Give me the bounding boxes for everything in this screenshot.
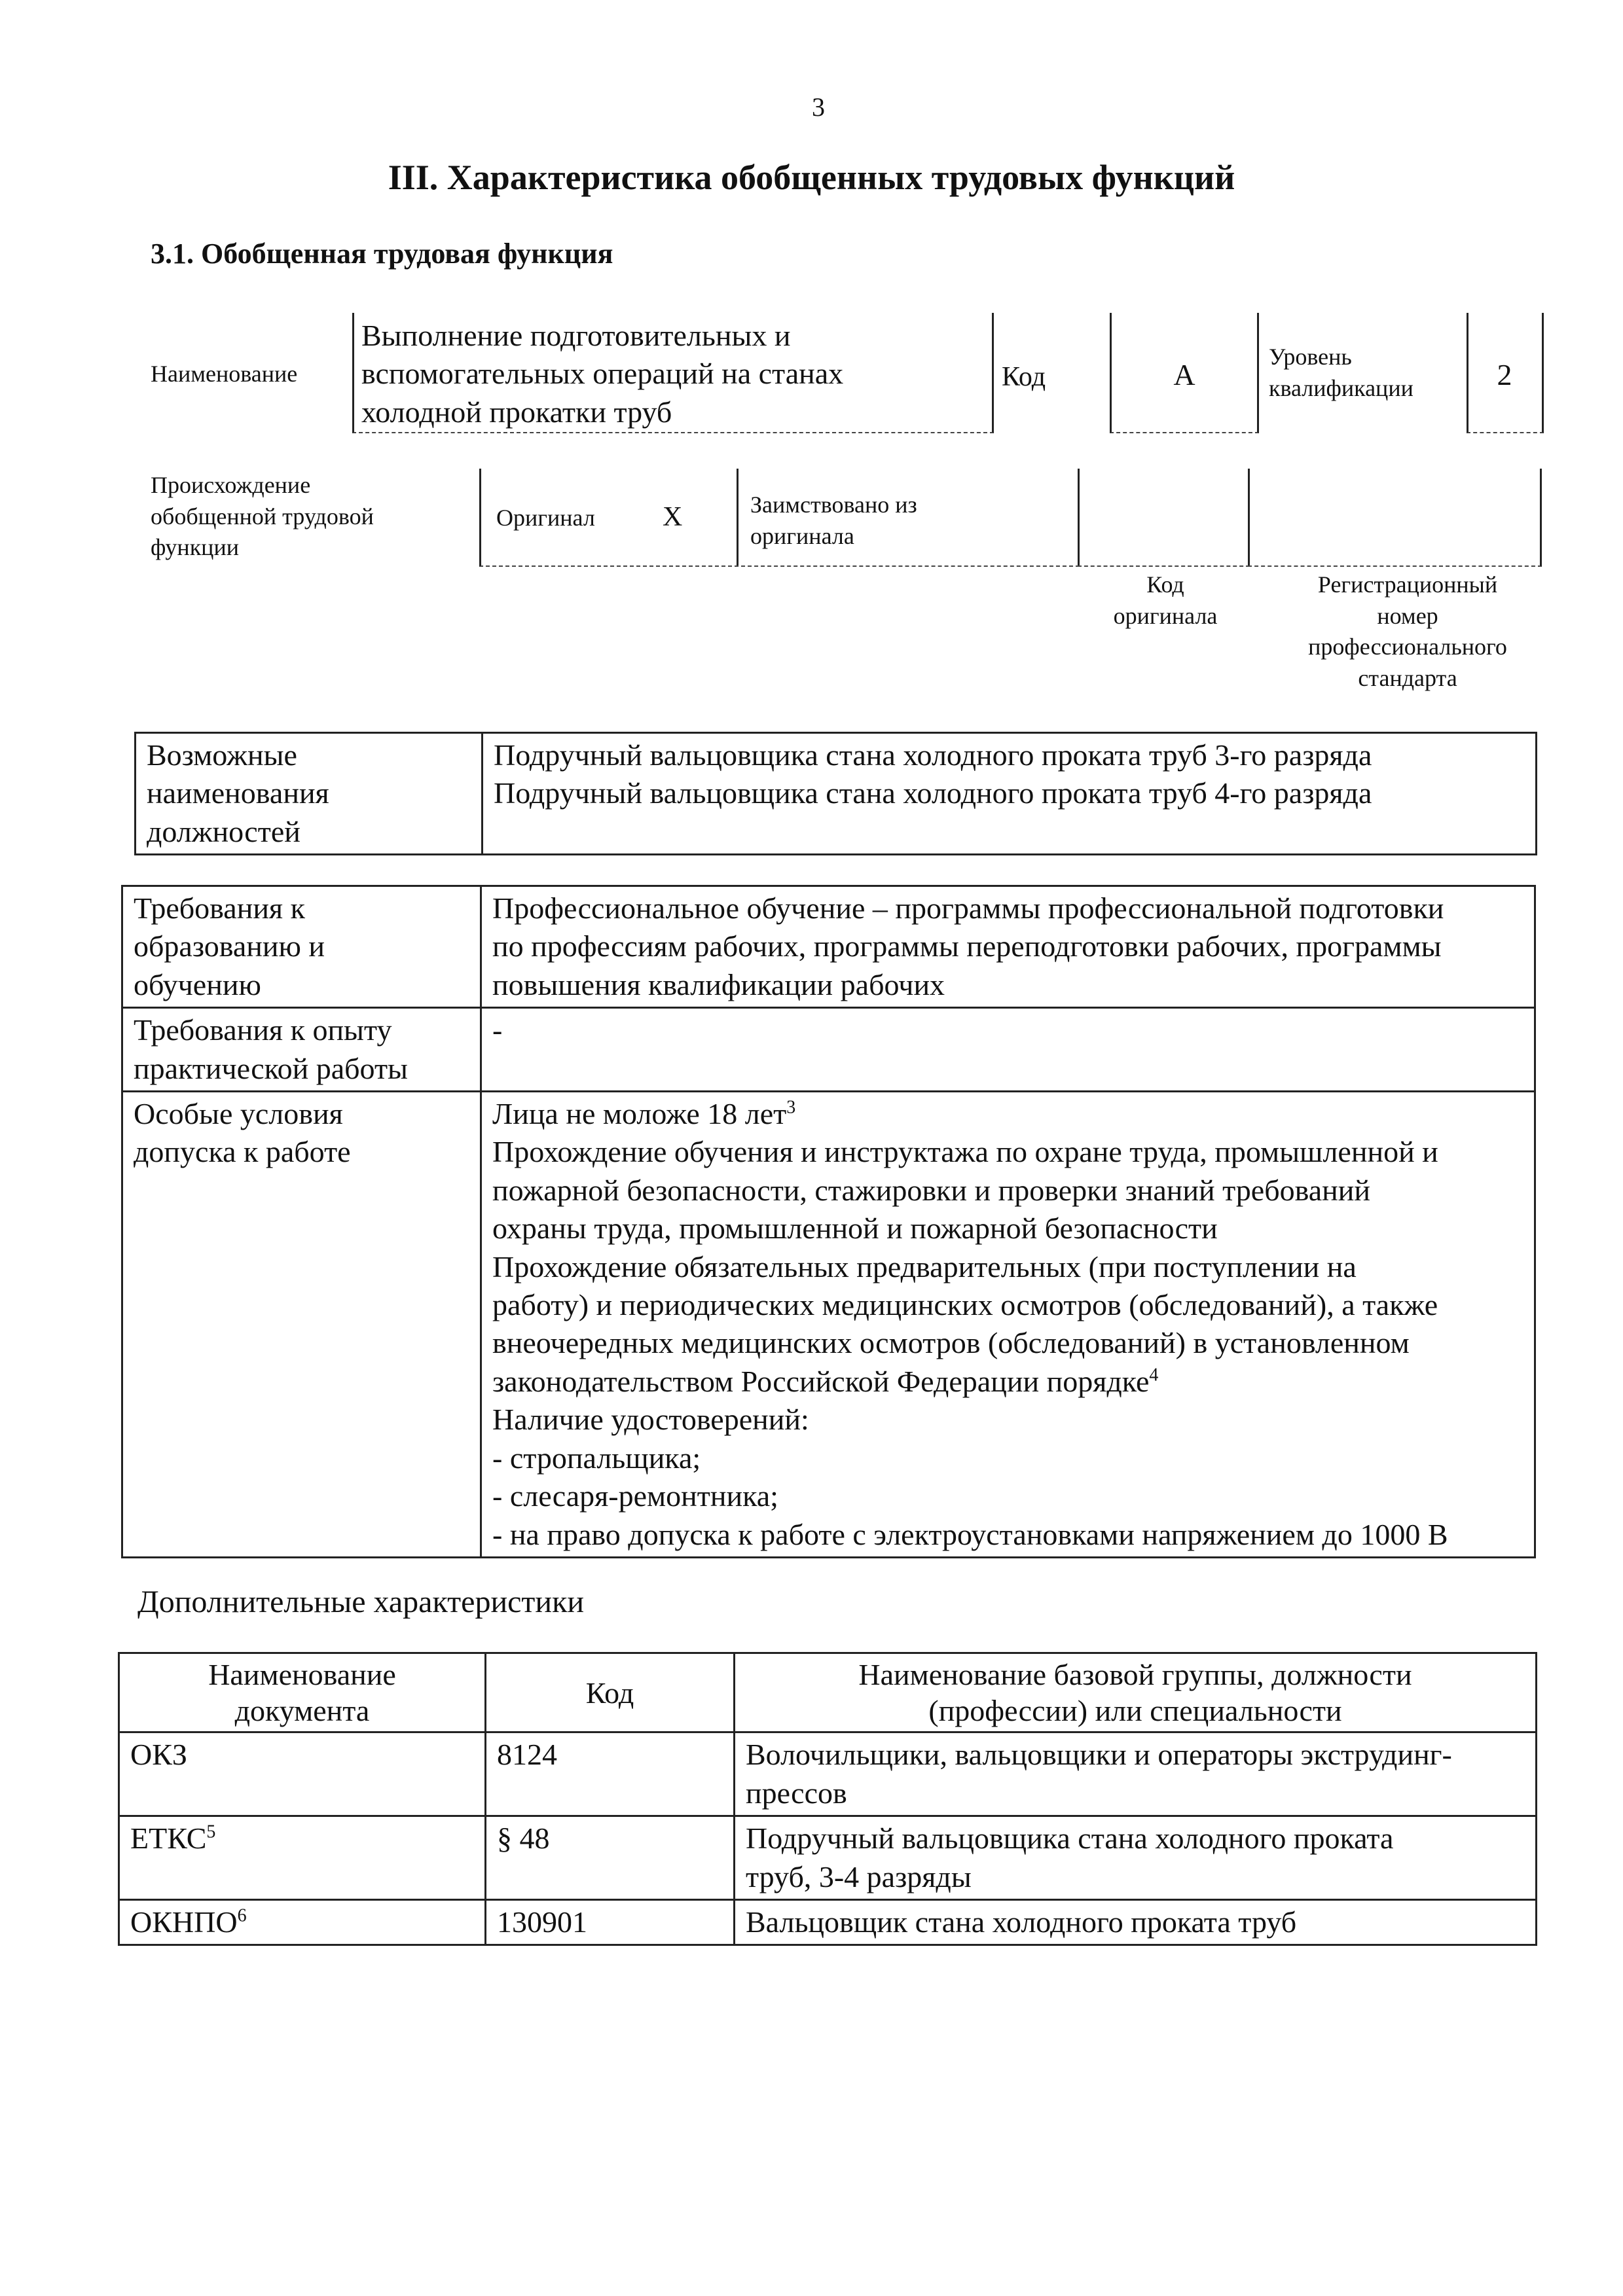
name-cell-line: Подручный вальцовщика стана холодного проката bbox=[746, 1821, 1394, 1856]
column-header bbox=[486, 1653, 735, 1732]
requirements-label-line: обучению bbox=[134, 967, 261, 1001]
function-name-line: Выполнение подготовительных и bbox=[361, 319, 791, 352]
origin-code-caption-line: оригинала bbox=[1113, 602, 1218, 629]
footnote-mark: 5 bbox=[206, 1821, 216, 1842]
function-code-label: Код bbox=[1002, 362, 1046, 392]
function-name-label: Наименование bbox=[151, 361, 298, 387]
requirements-value-line: внеочередных медицинских осмотров (обследований) в установленном bbox=[492, 1326, 1410, 1360]
positions-value-line: Подручный вальцовщика стана холодного проката труб 4-го разряда bbox=[494, 776, 1372, 810]
code-cell: 8124 bbox=[486, 1732, 735, 1816]
doc-cell: ОКНПО$^6$ bbox=[119, 1900, 486, 1945]
requirements-value-line: Наличие удостоверений: bbox=[492, 1403, 809, 1437]
level-value: 2 bbox=[1497, 358, 1512, 391]
positions-value-line: Подручный вальцовщика стана холодного проката труб 3-го разряда bbox=[494, 738, 1372, 772]
column-header-line: Наименование базовой группы, должности bbox=[858, 1658, 1412, 1691]
table-row bbox=[119, 1732, 1537, 1816]
origin-label-line: обобщенной трудовой bbox=[151, 503, 374, 529]
origin-registration-line: номер bbox=[1377, 602, 1438, 629]
requirements-label bbox=[122, 886, 481, 1008]
column-header-line: Наименование bbox=[208, 1658, 396, 1691]
code-cell: § 48 bbox=[486, 1816, 735, 1900]
origin-borrowed-label bbox=[750, 490, 917, 552]
doc-cell: ЕТКС$^5$ bbox=[119, 1816, 486, 1900]
origin-registration-line: профессионального bbox=[1308, 634, 1507, 660]
table-row bbox=[119, 1900, 1537, 1945]
requirements-value bbox=[481, 886, 1535, 1008]
page-number: 3 bbox=[812, 92, 825, 122]
requirements-label bbox=[122, 1008, 481, 1092]
requirements-value-line: Лица не моложе 18 лет$^3$ bbox=[492, 1097, 796, 1131]
code-cell: 130901 bbox=[486, 1900, 735, 1945]
column-header-line: Код bbox=[585, 1676, 634, 1710]
origin-code-caption bbox=[1080, 569, 1250, 632]
name-cell-line: труб, 3-4 разряды bbox=[746, 1859, 972, 1893]
requirements-value-line: - bbox=[492, 1013, 503, 1047]
requirements-value-line: Прохождение обучения и инструктажа по охране труда, промышленной и bbox=[492, 1135, 1438, 1169]
requirements-value-line: работу) и периодических медицинских осмотров (обследований), а также bbox=[492, 1288, 1438, 1322]
origin-label-line: функции bbox=[151, 534, 239, 561]
origin-registration-box bbox=[1248, 469, 1542, 567]
requirements-label-line: Требования к bbox=[134, 891, 305, 925]
requirements-value bbox=[481, 1092, 1535, 1558]
requirements-label-line: практической работы bbox=[134, 1051, 408, 1085]
positions-label bbox=[136, 733, 483, 855]
additional-title: Дополнительные характеристики bbox=[137, 1585, 585, 1619]
positions-value bbox=[483, 733, 1537, 855]
name-cell bbox=[735, 1900, 1537, 1945]
table-row bbox=[136, 733, 1537, 855]
origin-borrowed-line: оригинала bbox=[750, 522, 854, 549]
origin-registration-caption bbox=[1270, 569, 1545, 694]
requirements-value-line: Профессиональное обучение – программы профессиональной подготовки bbox=[492, 891, 1444, 925]
table-row bbox=[122, 1008, 1535, 1092]
requirements-value-line: по профессиям рабочих, программы переподготовки рабочих, программы bbox=[492, 929, 1442, 963]
footnote-mark: 6 bbox=[237, 1905, 247, 1926]
origin-code-box bbox=[1078, 469, 1250, 567]
requirements-value-line: пожарной безопасности, стажировки и проверки знаний требований bbox=[492, 1173, 1371, 1207]
column-header-line: документа bbox=[234, 1694, 370, 1728]
column-header bbox=[119, 1653, 486, 1732]
name-cell bbox=[735, 1816, 1537, 1900]
origin-original-label: Оригинал bbox=[496, 505, 595, 531]
positions-label-line: должностей bbox=[147, 814, 301, 848]
requirements-value-line: - на право допуска к работе с электроустановками напряжением до 1000 В bbox=[492, 1517, 1448, 1551]
level-label bbox=[1269, 342, 1413, 404]
table-row bbox=[122, 886, 1535, 1008]
level-label-line: Уровень bbox=[1269, 344, 1352, 370]
function-name-value bbox=[361, 317, 983, 431]
origin-borrowed-line: Заимствовано из bbox=[750, 492, 917, 518]
name-cell-line: прессов bbox=[746, 1776, 847, 1810]
origin-code-caption-line: Код bbox=[1146, 571, 1184, 598]
origin-registration-line: стандарта bbox=[1358, 664, 1457, 691]
requirements-value-line: законодательством Российской Федерации порядке$^4$ bbox=[492, 1364, 1159, 1398]
footnote-mark: 4 bbox=[1149, 1365, 1159, 1386]
section-title: III. Характеристика обобщенных трудовых функций bbox=[388, 158, 1235, 197]
requirements-label-line: Требования к опыту bbox=[134, 1013, 392, 1047]
doc-cell: ОКЗ bbox=[119, 1732, 486, 1816]
column-header-line: (профессии) или специальности bbox=[928, 1694, 1342, 1728]
requirements-value-line: - стропальщика; bbox=[492, 1441, 701, 1475]
requirements-table bbox=[121, 885, 1536, 1558]
function-code-value: А bbox=[1173, 358, 1195, 391]
table-row bbox=[119, 1816, 1537, 1900]
table-header-row bbox=[119, 1653, 1537, 1732]
requirements-label-line: Особые условия bbox=[134, 1097, 343, 1131]
additional-table bbox=[118, 1652, 1537, 1946]
positions-label-line: наименования bbox=[147, 776, 329, 810]
requirements-value-line: Прохождение обязательных предварительных (при поступлении на bbox=[492, 1249, 1357, 1283]
positions-label-line: Возможные bbox=[147, 738, 297, 772]
function-name-line: вспомогательных операций на станах bbox=[361, 357, 844, 391]
subsection-title: 3.1. Обобщенная трудовая функция bbox=[151, 238, 613, 270]
requirements-label-line: допуска к работе bbox=[134, 1135, 351, 1169]
origin-label bbox=[151, 470, 374, 564]
footnote-mark: 3 bbox=[786, 1097, 796, 1118]
table-row bbox=[122, 1092, 1535, 1558]
origin-original-mark: X bbox=[663, 502, 683, 532]
requirements-value-line: охраны труда, промышленной и пожарной безопасности bbox=[492, 1211, 1218, 1246]
requirements-label bbox=[122, 1092, 481, 1558]
requirements-value-line: повышения квалификации рабочих bbox=[492, 967, 945, 1001]
requirements-value-line: - слесаря-ремонтника; bbox=[492, 1479, 778, 1513]
requirements-label-line: образованию и bbox=[134, 929, 325, 963]
name-cell-line: Вальцовщик стана холодного проката труб bbox=[746, 1905, 1297, 1939]
function-name-line: холодной прокатки труб bbox=[361, 395, 672, 429]
name-cell bbox=[735, 1732, 1537, 1816]
level-label-line: квалификации bbox=[1269, 374, 1413, 401]
column-header bbox=[735, 1653, 1537, 1732]
requirements-value bbox=[481, 1008, 1535, 1092]
name-cell-line: Волочильщики, вальцовщики и операторы экструдинг- bbox=[746, 1738, 1452, 1772]
origin-registration-line: Регистрационный bbox=[1317, 571, 1498, 598]
origin-label-line: Происхождение bbox=[151, 472, 311, 498]
positions-table bbox=[134, 732, 1537, 855]
